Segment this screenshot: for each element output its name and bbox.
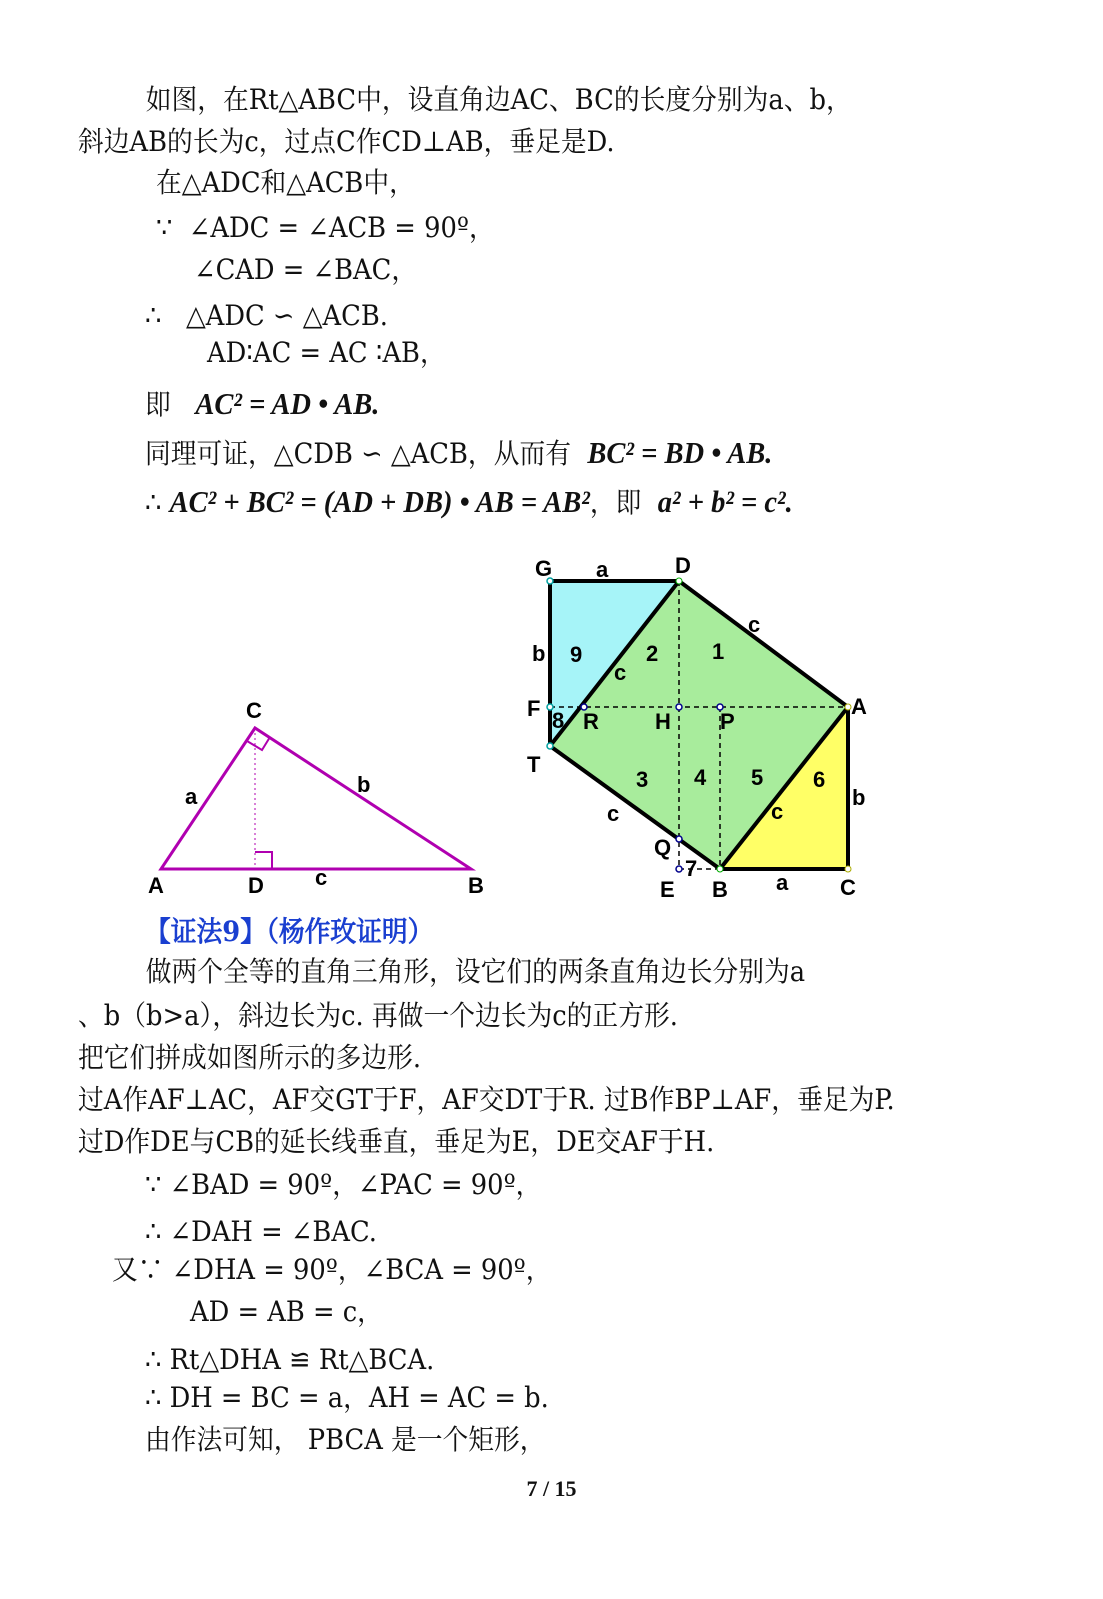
label-Q: Q [654, 835, 672, 860]
label-a: a [185, 784, 198, 809]
label-c: c [607, 801, 620, 826]
text-line: ∴ ∠DAH = ∠BAC. [145, 1215, 377, 1248]
label-A: A [148, 873, 164, 898]
text-line: AD∶AC = AC ∶AB， [207, 336, 446, 369]
formula: AC² = AD • AB. [195, 386, 380, 421]
text-line: ∴ DH = BC = a，AH = AC = b. [145, 1381, 549, 1414]
formula: a² + b² = c². [657, 484, 793, 519]
text-line: AD = AB = c， [190, 1295, 383, 1328]
text-line: 又∵ ∠DHA = 90º，∠BCA = 90º， [112, 1253, 552, 1286]
text-line: ∠CAD = ∠BAC， [194, 253, 418, 286]
region-5: 5 [751, 765, 764, 790]
label-a: a [776, 870, 789, 895]
text-line: ∵ ∠ADC = ∠ACB = 90º， [156, 211, 495, 244]
region-7: 7 [685, 856, 698, 881]
text: ，即 [589, 486, 642, 519]
text-line: 把它们拼成如图所示的多边形. [78, 1041, 422, 1074]
label-D: D [675, 553, 691, 578]
label-c: c [748, 612, 761, 637]
region-8: 8 [552, 708, 565, 733]
label-C: C [246, 698, 262, 723]
text-line: 斜边AB的长为c，过点C作CD⊥AB，垂足是D. [78, 125, 615, 158]
formula: BC² = BD • AB. [587, 435, 773, 470]
label-C: C [840, 875, 856, 900]
label-F: F [527, 696, 541, 721]
text-line: 过A作AF⊥AC，AF交GT于F，AF交DT于R. 过B作BP⊥AF，垂足为P. [78, 1083, 895, 1116]
region-1: 1 [712, 639, 725, 664]
label-T: T [527, 752, 541, 777]
region-3: 3 [636, 767, 649, 792]
region-9: 9 [570, 642, 583, 667]
formula: AC² + BC² = (AD + DB) • AB = AB² [169, 484, 590, 519]
page-number: 7 / 15 [526, 1476, 577, 1501]
label-G: G [535, 556, 553, 581]
text-line: 如图，在Rt△ABC中，设直角边AC、BC的长度分别为a、b， [120, 83, 852, 116]
label-c: c [614, 660, 627, 685]
text-line: 做两个全等的直角三角形，设它们的两条直角边长分别为a [120, 955, 806, 988]
text-line: ∴ Rt△DHA ≌ Rt△BCA. [145, 1343, 435, 1376]
section-heading: 【证法9】（杨作玫证明） [145, 915, 434, 948]
label-c: c [315, 865, 328, 890]
text-line: ∵ ∠BAD = 90º，∠PAC = 90º， [145, 1168, 542, 1201]
polygon-figure [527, 553, 867, 902]
label-E: E [660, 877, 675, 902]
label-b: b [532, 641, 546, 666]
label-D: D [248, 873, 264, 898]
label-B: B [468, 873, 484, 898]
text-line: 、b（b>a），斜边长为c. 再做一个边长为c的正方形. [78, 999, 678, 1032]
ji-label: 即 [145, 388, 171, 421]
label-B: B [712, 877, 728, 902]
region-6: 6 [813, 767, 826, 792]
label-A: A [851, 694, 867, 719]
label-a: a [596, 557, 609, 582]
therefore-symbol: ∴ [145, 486, 162, 519]
text-line: 在△ADC和△ACB中， [156, 166, 415, 199]
region-4: 4 [694, 765, 707, 790]
label-P: P [720, 709, 735, 734]
label-b: b [852, 785, 866, 810]
text-line: 由作法可知， PBCA 是一个矩形， [145, 1423, 546, 1456]
label-c: c [771, 799, 784, 824]
right-triangle-figure [148, 698, 484, 898]
label-H: H [655, 709, 671, 734]
region-2: 2 [646, 641, 659, 666]
text-line: 过D作DE与CB的延长线垂直，垂足为E，DE交AF于H. [78, 1125, 715, 1158]
similar-text: 同理可证，△CDB ∽ △ACB，从而有 [145, 437, 571, 470]
label-R: R [583, 709, 599, 734]
text-line: ∴ △ADC ∽ △ACB. [145, 299, 388, 332]
label-b: b [357, 772, 371, 797]
